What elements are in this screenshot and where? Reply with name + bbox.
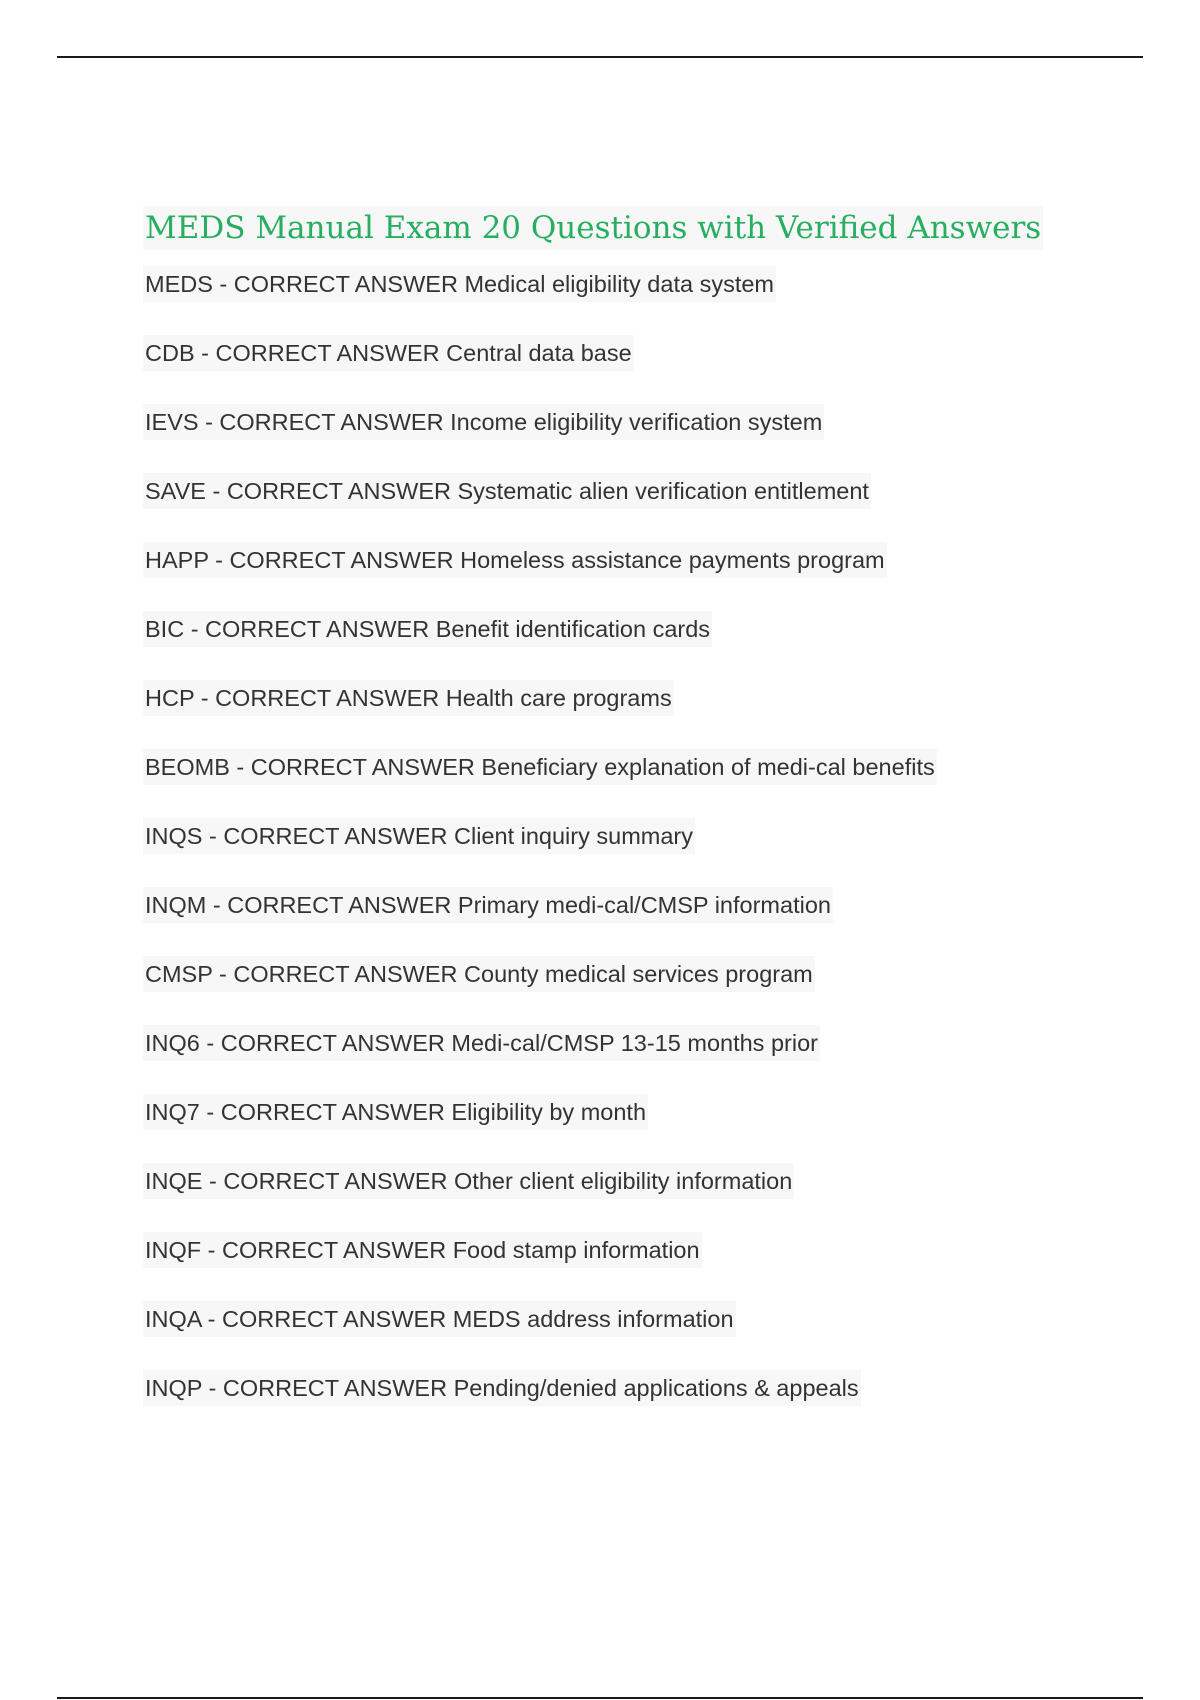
top-rule — [57, 56, 1143, 58]
qa-item — [143, 335, 1023, 404]
qa-item — [143, 1232, 1023, 1301]
qa-item-text: SAVE - CORRECT ANSWER Systematic alien verification entitlement — [143, 473, 871, 509]
qa-item — [143, 266, 1023, 335]
qa-item — [143, 1094, 1023, 1163]
qa-item-text: INQ7 - CORRECT ANSWER Eligibility by month — [143, 1094, 648, 1130]
qa-item — [143, 887, 1023, 956]
qa-item — [143, 680, 1023, 749]
bottom-rule — [57, 1697, 1143, 1699]
qa-item-text: INQF - CORRECT ANSWER Food stamp information — [143, 1232, 702, 1268]
qa-item-text: INQS - CORRECT ANSWER Client inquiry summary — [143, 818, 695, 854]
qa-list — [143, 266, 1023, 1439]
document-title: MEDS Manual Exam 20 Questions with Verified Answers — [143, 206, 1043, 250]
qa-item — [143, 956, 1023, 1025]
qa-item-text: MEDS - CORRECT ANSWER Medical eligibility data system — [143, 266, 776, 302]
qa-item-text: HCP - CORRECT ANSWER Health care programs — [143, 680, 674, 716]
qa-item — [143, 404, 1023, 473]
qa-item — [143, 749, 1023, 818]
qa-item — [143, 473, 1023, 542]
qa-item — [143, 818, 1023, 887]
qa-item — [143, 1025, 1023, 1094]
qa-item-text: INQA - CORRECT ANSWER MEDS address information — [143, 1301, 736, 1337]
document-body — [143, 206, 1042, 1439]
qa-item-text: CDB - CORRECT ANSWER Central data base — [143, 335, 634, 371]
qa-item-text: INQM - CORRECT ANSWER Primary medi-cal/CMSP information — [143, 887, 833, 923]
qa-item — [143, 1301, 1023, 1370]
qa-item — [143, 542, 1023, 611]
qa-item-text: BEOMB - CORRECT ANSWER Beneficiary explanation of medi-cal benefits — [143, 749, 937, 785]
qa-item-text: INQ6 - CORRECT ANSWER Medi-cal/CMSP 13-15 months prior — [143, 1025, 820, 1061]
qa-item — [143, 1370, 1023, 1439]
qa-item-text: CMSP - CORRECT ANSWER County medical services program — [143, 956, 815, 992]
qa-item — [143, 611, 1023, 680]
qa-item — [143, 1163, 1023, 1232]
qa-item-text: BIC - CORRECT ANSWER Benefit identification cards — [143, 611, 712, 647]
qa-item-text: INQP - CORRECT ANSWER Pending/denied applications & appeals — [143, 1370, 861, 1406]
qa-item-text: INQE - CORRECT ANSWER Other client eligibility information — [143, 1163, 794, 1199]
qa-item-text: IEVS - CORRECT ANSWER Income eligibility verification system — [143, 404, 824, 440]
qa-item-text: HAPP - CORRECT ANSWER Homeless assistance payments program — [143, 542, 887, 578]
